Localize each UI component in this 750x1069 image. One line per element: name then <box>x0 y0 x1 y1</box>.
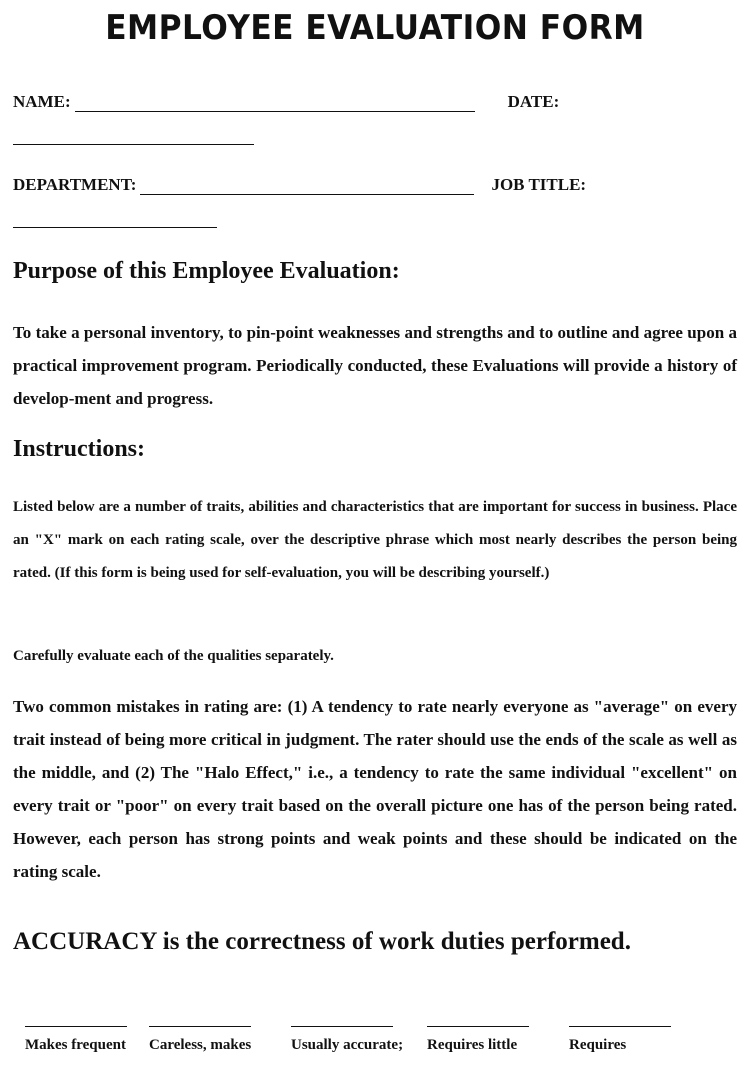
job-title-field-row <box>13 209 737 228</box>
department-label: DEPARTMENT: <box>13 175 137 194</box>
rating-line[interactable] <box>427 1010 529 1027</box>
name-field[interactable] <box>75 93 475 112</box>
rating-label: Requires <box>569 1037 627 1053</box>
form-title: EMPLOYEE EVALUATION FORM <box>105 8 645 48</box>
rating-option-2[interactable] <box>149 1010 253 1054</box>
instructions-para-3: Two common mistakes in rating are: (1) A tendency to rate nearly everyone as "average" on every trait instead of being more critical in judgment. The rater should use the ends of the scale as well as the middle, and (2) The "Halo Effect," i.e., a tendency to rate the same individual "excellent" on every trait or "poor" on every trait based on the overall picture one has of the person being rated. However, each person has strong points and weak points and these should be indicated on the rating scale. <box>13 697 737 881</box>
date-field-row <box>13 126 737 145</box>
instructions-para-1: Listed below are a number of traits, abilities and characteristics that are important for success in business. Place an "X" mark on each rating scale, over the descriptive phrase which most nearly describes the person being rated. (If this form is being used for self-evaluation, you will be describing yourself.) <box>13 499 737 581</box>
instructions-heading: Instructions: <box>13 436 146 462</box>
rating-label: Careless, makes <box>149 1037 252 1053</box>
rating-option-3[interactable] <box>291 1010 404 1054</box>
rating-line[interactable] <box>149 1010 251 1027</box>
purpose-heading: Purpose of this Employee Evaluation: <box>13 258 400 284</box>
job-title-field[interactable] <box>13 209 217 228</box>
rating-option-5[interactable] <box>569 1010 673 1054</box>
department-field[interactable] <box>140 176 474 195</box>
date-field[interactable] <box>13 126 254 145</box>
rating-line[interactable] <box>291 1010 393 1027</box>
accuracy-heading: ACCURACY is the correctness of work duties performed. <box>13 928 631 955</box>
rating-line[interactable] <box>25 1010 127 1027</box>
instructions-para-2: Carefully evaluate each of the qualities separately. <box>13 648 334 664</box>
date-label: DATE: <box>507 92 560 111</box>
rating-label: Usually accurate; <box>291 1037 404 1053</box>
rating-label: Makes frequent <box>25 1037 126 1053</box>
department-jobtitle-row <box>13 175 737 195</box>
purpose-text: To take a personal inventory, to pin-point weaknesses and strengths and to outline and agree upon a practical improvement program. Periodically conducted, these Evaluations will provide a history of develop-ment and progress. <box>13 323 737 408</box>
name-label: NAME: <box>13 92 71 111</box>
rating-label: Requires little <box>427 1037 518 1053</box>
job-title-label: JOB TITLE: <box>491 175 587 194</box>
rating-option-4[interactable] <box>427 1010 531 1054</box>
name-date-row <box>13 92 737 112</box>
rating-line[interactable] <box>569 1010 671 1027</box>
rating-option-1[interactable] <box>25 1010 129 1054</box>
